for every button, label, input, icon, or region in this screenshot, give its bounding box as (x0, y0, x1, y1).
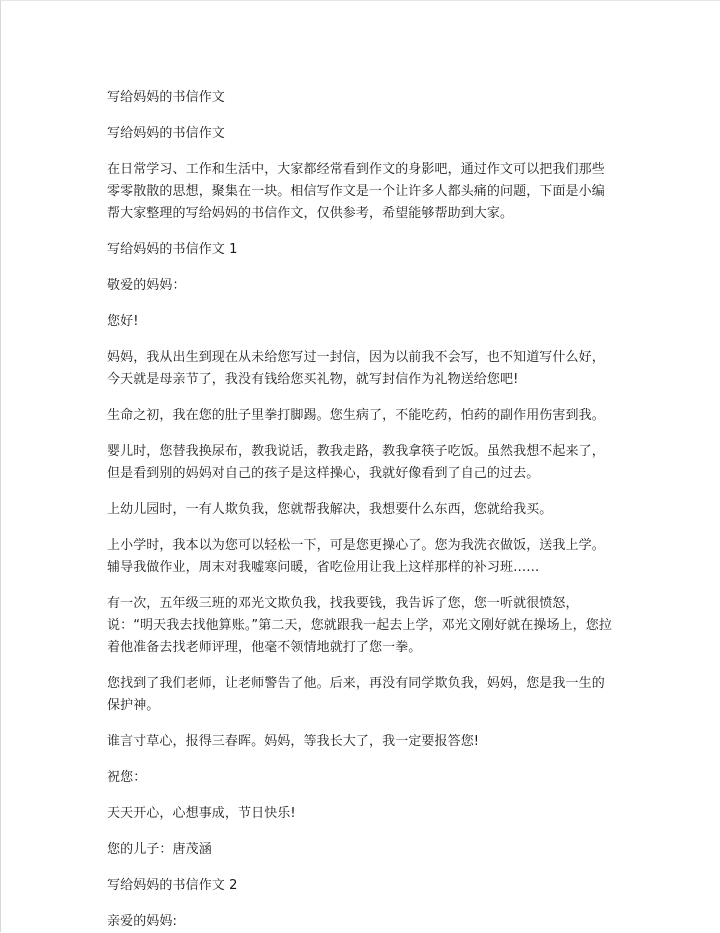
letter1-paragraph: 上小学时，我本以为您可以轻松一下，可是您更操心了。您为我洗衣做饭，送我上学。辅导我做作业，周末对我嘘寒问暖，省吃俭用让我上这样那样的补习班…… (107, 538, 605, 575)
letter1-greeting: 您好! (107, 314, 139, 329)
letter2-salutation: 亲爱的妈妈: (107, 914, 177, 929)
letter1-signature: 您的儿子：唐茂涵 (107, 842, 212, 857)
letter1-wish: 天天开心，心想事成，节日快乐! (107, 806, 296, 821)
letter2-heading: 写给妈妈的书信作文 2 (107, 878, 238, 893)
letter1-paragraph: 有一次，五年级三班的邓光文欺负我，找我要钱，我告诉了您，您一听就很愤怒，说：“明天我去找他算账。”第二天，您就跟我一起去上学，邓光文刚好就在操场上，您拉着他准备去找老师评理，他毫不领情地就打了您一拳。 (107, 596, 612, 655)
letter1-paragraph: 妈妈，我从出生到现在从未给您写过一封信，因为以前我不会写，也不知道写什么好，今天就是母亲节了，我没有钱给您买礼物，就写封信作为礼物送给您吧! (107, 350, 605, 387)
letter1-salutation: 敬爱的妈妈： (107, 278, 186, 293)
document-title: 写给妈妈的书信作文 (107, 90, 225, 105)
letter1-closing: 祝您： (107, 770, 147, 785)
letter1-paragraph: 婴儿时，您替我换尿布，教我说话，教我走路，教我拿筷子吃饭。虽然我想不起来了，但是看到别的妈妈对自己的孩子是这样操心，我就好像看到了自己的过去。 (107, 444, 605, 481)
letter1-paragraph: 生命之初，我在您的肚子里拳打脚踢。您生病了，不能吃药，怕药的副作用伤害到我。 (107, 408, 605, 423)
intro-paragraph: 在日常学习、工作和生活中，大家都经常看到作文的身影吧，通过作文可以把我们那些零零散散的思想，聚集在一块。相信写作文是一个让许多人都头痛的问题，下面是小编帮大家整理的写给妈妈的书信作文，仅供参考，希望能够帮助到大家。 (107, 162, 605, 221)
document-subtitle: 写给妈妈的书信作文 (107, 126, 225, 141)
letter1-heading: 写给妈妈的书信作文 1 (107, 242, 238, 257)
letter1-paragraph: 上幼儿园时，一有人欺负我，您就帮我解决，我想要什么东西，您就给我买。 (107, 502, 553, 517)
letter1-paragraph: 您找到了我们老师，让老师警告了他。后来，再没有同学欺负我，妈妈，您是我一生的保护神。 (107, 676, 605, 713)
document-body (107, 87, 617, 933)
letter1-paragraph: 谁言寸草心，报得三春晖。妈妈，等我长大了，我一定要报答您! (107, 734, 480, 749)
